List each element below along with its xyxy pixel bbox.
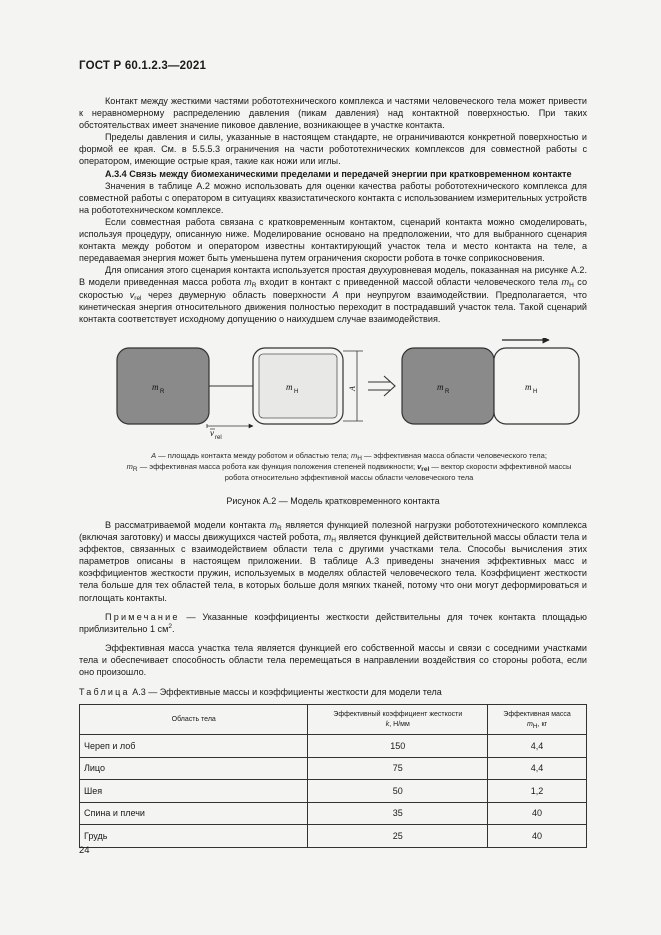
human-mass-block-after	[494, 348, 579, 424]
svg-text:m: m	[152, 382, 159, 392]
svg-text:R: R	[445, 389, 450, 395]
section-heading: А.3.4 Связь между биомеханическими пределами и передачей энергии при кратковременном контакте	[105, 168, 572, 179]
table-row: Грудь 25 40	[80, 825, 587, 848]
table-row: Шея 50 1,2	[80, 780, 587, 803]
robot-mass-block-after	[402, 348, 494, 424]
svg-text:m: m	[286, 382, 293, 392]
legend-line-1: A — площадь контакта между роботом и областью тела; $m_H$ — эффективная масса области человеческого тела;	[151, 451, 547, 462]
intro-paragraph-1: Контакт между жесткими частями робототехнического комплекса и частями человеческого тела может привести к неравномерному распределению давления (пикам давления) над контактной поверхностью. При таких обстоятельствах имеет значение пиковое давление, возникающее в участке контакта.	[79, 96, 587, 131]
svg-text:A: A	[348, 386, 357, 391]
svg-text:m: m	[525, 382, 532, 392]
body-block	[79, 519, 587, 678]
table-header-row	[80, 705, 587, 735]
table-row: Череп и лоб 150 4,4	[80, 735, 587, 758]
svg-text:rel: rel	[215, 435, 222, 441]
velocity-vector	[207, 424, 253, 441]
table-caption: Таблица А.3 — Эффективные массы и коэффициенты жесткости для модели тела	[79, 687, 442, 697]
section-paragraph-2: Если совместная работа связана с кратковременным контактом, сценарий контакта можно смоделировать, используя процедуру, описанную ниже. Моделирование основано на предположении, что для выбранного сценария контакта между роботом и оператором известны контактирующий участок тела и место контакта на теле, а передаваемая энергия может быть уменьшена путем ограничения скорости робота в точке соприкосновения.	[79, 216, 587, 264]
svg-text:R: R	[160, 389, 165, 395]
svg-text:H: H	[294, 389, 299, 395]
contact-model-figure	[79, 338, 587, 446]
figure-legend	[79, 450, 619, 483]
note: Примечание — Указанные коэффициенты жесткости действительны для точек контакта площадью приблизительно 1 $см^2$.	[79, 611, 587, 634]
implication-arrow	[368, 376, 395, 396]
effective-mass-table	[79, 704, 587, 848]
body-paragraph-1: В рассматриваемой модели контакта $m_R$ является функцией полезной нагрузки робототехнического комплекса (включая заготовку) и массы движущихся частей робота, $m_H$ является функцией действительной массы области тела и эффектов, связанных с взаимодействием области тела с другими участками тела. Способы вычисления этих параметров описаны в настоящем приложении. В таблице А.3 приведены значения эффективных масс и коэффициентов жесткости пружин, используемых в моделях областей человеческого тела. Коэффициент жесткости тела больше для тех областей тела, в которых больше доля мягких тканей, потому что они могут деформироваться и поглощать контакты.	[79, 520, 587, 603]
column-header-stiffness: Эффективный коэффициент жесткости k, Н/мм	[308, 705, 488, 735]
legend-line-3: робота относительно эффективной массы области человеческого тела	[224, 473, 474, 482]
svg-text:m: m	[437, 382, 444, 392]
body-paragraph-2: Эффективная масса участка тела является функцией его собственной массы и связи с соседними участками тела и обеспечивает способность области тела перемещаться в направлении воздействия со стороны робота, если оно произошло.	[79, 642, 587, 678]
section-paragraph-3: Для описания этого сценария контакта используется простая двухуровневая модель, показанная на рисунке А.2. В модели приведенная масса робота $m_R$ входит в контакт с приведенной массой области человеческого тела $m_H$ со скоростью $v_{rel}$ через двумерную область поверхности A при неупругом взаимодействии. Предполагается, что кинетическая энергия относительного движения полностью переходит в пострадавший участок тела. Такой сценарий контакта соответствует исходному допущению о наихудшем случае взаимодействия.	[79, 265, 588, 324]
page-number: 24	[79, 845, 90, 856]
table-row: Спина и плечи 35 40	[80, 802, 587, 825]
column-header-mass: Эффективная масса $m_H$, кг	[488, 705, 587, 735]
contact-area-dimension	[343, 351, 363, 421]
robot-mass-block	[117, 348, 209, 424]
column-header-region: Область тела	[80, 705, 308, 735]
intro-block	[79, 95, 587, 325]
intro-paragraph-2: Пределы давления и силы, указанные в настоящем стандарте, не ограничиваются конкретной поверхностью и формой ее края. См. в 5.5.5.3 ограничения на части робототехнических комплексов для совместной работы с оператором, имеющие острые края, такие как ножи или иглы.	[79, 132, 587, 167]
svg-text:v: v	[210, 428, 214, 438]
document-header: ГОСТ Р 60.1.2.3—2021	[79, 60, 207, 72]
figure-caption: Рисунок А.2 — Модель кратковременного контакта	[226, 496, 440, 506]
human-mass-block	[253, 348, 343, 424]
table-row: Лицо 75 4,4	[80, 757, 587, 780]
section-paragraph-1: Значения в таблице А.2 можно использовать для оценки качества работы робототехнического комплекса для совместной работы с оператором в ситуациях квазистатического контакта с использованием измерительных устройств на робототехническом комплексе.	[79, 180, 587, 215]
svg-text:H: H	[533, 389, 538, 395]
legend-line-2: $m_R$ — эффективная масса робота как функция положения степеней подвижности; $v_{rel}$ — вектор скорости эффективной массы	[126, 462, 572, 473]
